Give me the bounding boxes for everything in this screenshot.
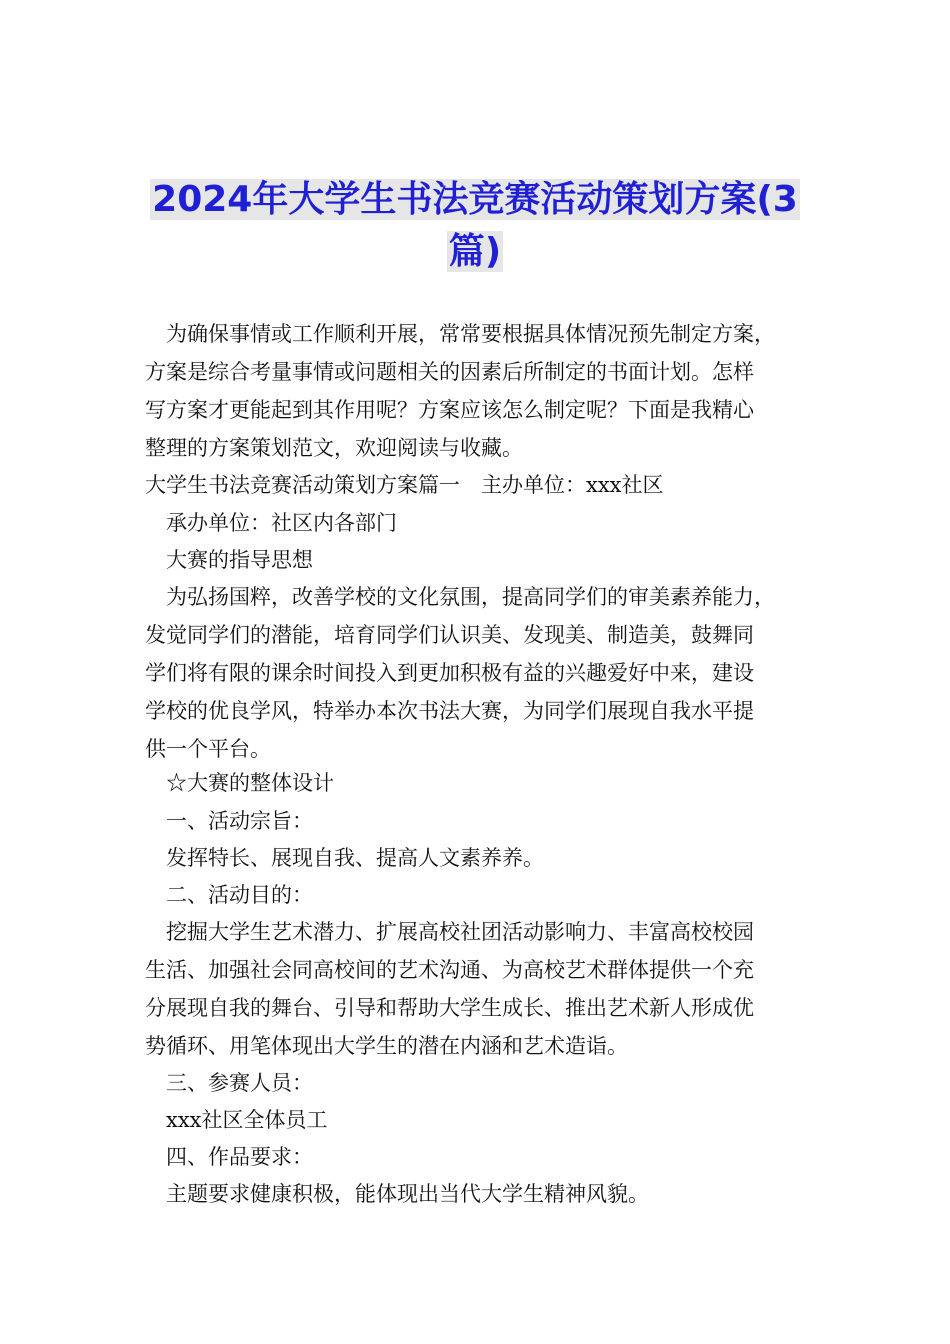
overall-design-heading: ☆大赛的整体设计 <box>166 771 334 795</box>
guiding-line-5: 供一个平台。 <box>145 737 271 761</box>
section-heading-part1: 大学生书法竞赛活动策划方案篇一 主办单位：xxx社区 <box>145 473 664 497</box>
guiding-idea-heading: 大赛的指导思想 <box>166 548 313 572</box>
purpose-heading: 一、活动宗旨： <box>166 809 313 833</box>
participants-heading: 三、参赛人员： <box>166 1071 313 1095</box>
intro-line-2: 方案是综合考量事情或问题相关的因素后所制定的书面计划。怎样 <box>145 360 754 384</box>
goal-line-3: 分展现自我的舞台、引导和帮助大学生成长、推出艺术新人形成优 <box>145 996 754 1020</box>
goal-line-2: 生活、加强社会同高校间的艺术沟通、为高校艺术群体提供一个充 <box>145 958 754 982</box>
guiding-line-4: 学校的优良学风，特举办本次书法大赛，为同学们展现自我水平提 <box>145 699 754 723</box>
guiding-line-1: 为弘扬国粹，改善学校的文化氛围，提高同学们的审美素养能力， <box>166 585 775 609</box>
document-title-line1: 2024年大学生书法竞赛活动策划方案(3 <box>152 179 798 220</box>
requirements-heading: 四、作品要求： <box>166 1145 313 1169</box>
participants-text: xxx社区全体员工 <box>166 1108 328 1132</box>
goal-line-1: 挖掘大学生艺术潜力、扩展高校社团活动影响力、丰富高校校园 <box>166 920 754 944</box>
guiding-line-3: 学们将有限的课余时间投入到更加积极有益的兴趣爱好中来，建设 <box>145 661 754 685</box>
goal-heading: 二、活动目的： <box>166 883 313 907</box>
requirements-text: 主题要求健康积极，能体现出当代大学生精神风貌。 <box>166 1182 649 1206</box>
intro-line-3: 写方案才更能起到其作用呢？方案应该怎么制定呢？下面是我精心 <box>145 398 754 422</box>
intro-line-4: 整理的方案策划范文，欢迎阅读与收藏。 <box>145 436 523 460</box>
document-title-line2: 篇) <box>448 231 502 272</box>
intro-line-1: 为确保事情或工作顺利开展，常常要根据具体情况预先制定方案， <box>166 322 775 346</box>
goal-line-4: 势循环、用笔体现出大学生的潜在内涵和艺术造诣。 <box>145 1034 628 1058</box>
organizer-line: 承办单位：社区内各部门 <box>166 511 397 535</box>
purpose-text: 发挥特长、展现自我、提高人文素养养。 <box>166 846 544 870</box>
guiding-line-2: 发觉同学们的潜能，培育同学们认识美、发现美、制造美，鼓舞同 <box>145 623 754 647</box>
